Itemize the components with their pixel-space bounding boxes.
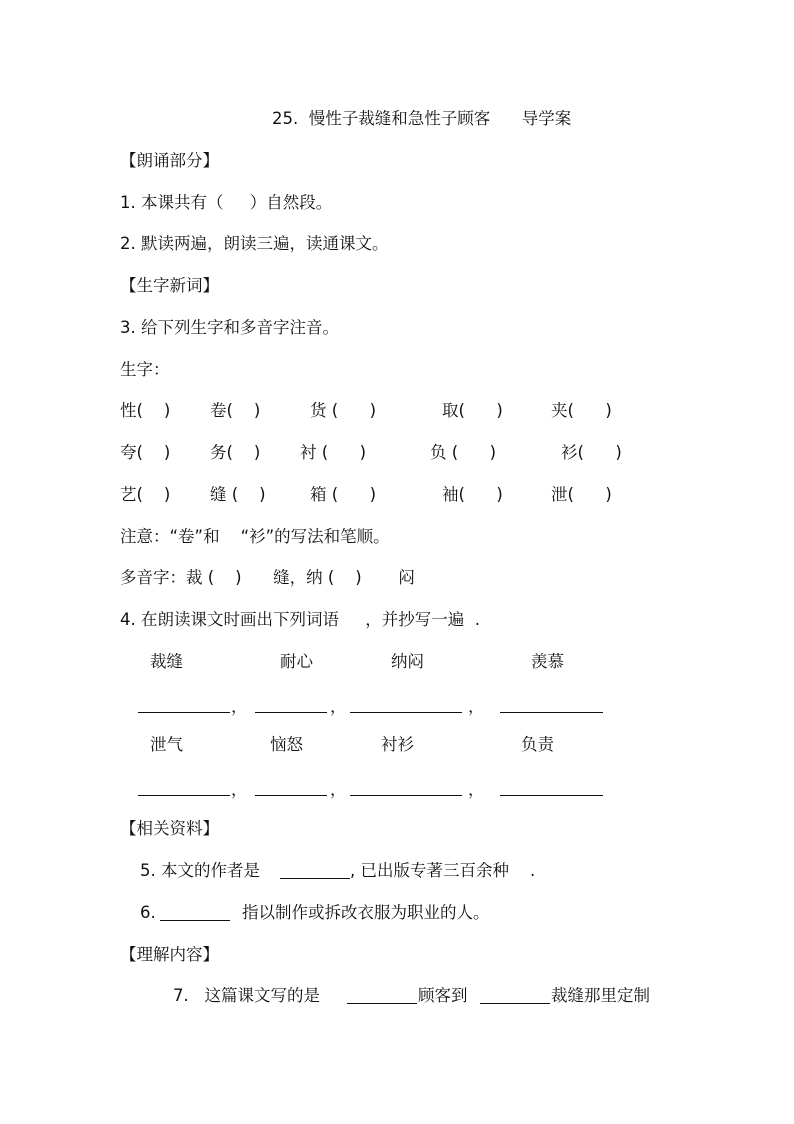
- author-blank[interactable]: [280, 878, 350, 879]
- char-cell: 性( ): [120, 401, 171, 420]
- question-5-text: 5. 本文的作者是: [140, 861, 260, 880]
- char-cell: 艺( ): [120, 485, 171, 504]
- char-cell: 衬 ( ): [300, 443, 367, 462]
- comma: ，: [231, 697, 248, 716]
- char-cell: 负 ( ): [430, 443, 497, 462]
- copy-blank[interactable]: [138, 795, 230, 796]
- question-4: 4. 在朗读课文时画出下列词语 ，并抄写一遍 .: [120, 610, 480, 629]
- char-cell: 货 ( ): [310, 401, 377, 420]
- question-7-text-mid: 顾客到: [418, 986, 468, 1005]
- comma: ，: [330, 697, 347, 716]
- char-cell: 取( ): [442, 401, 503, 420]
- section-heading-understanding: 【理解内容】: [120, 945, 219, 964]
- tailor-blank[interactable]: [480, 1003, 550, 1004]
- vocab-word: 泄气: [150, 735, 183, 754]
- char-cell: 袖( ): [442, 485, 503, 504]
- question-7-text-end: 裁缝那里定制: [551, 986, 650, 1005]
- char-cell: 夹( ): [551, 401, 612, 420]
- copy-blank[interactable]: [350, 712, 462, 713]
- char-cell: 卷( ): [210, 401, 261, 420]
- copy-blank[interactable]: [255, 712, 327, 713]
- char-cell: 泄( ): [551, 485, 612, 504]
- section-heading-new-words: 【生字新词】: [120, 276, 219, 295]
- comma: ，: [468, 697, 485, 716]
- question-3: 3. 给下列生字和多音字注音。: [120, 318, 339, 337]
- section-heading-reading: 【朗诵部分】: [120, 151, 219, 170]
- vocab-word: 纳闷: [391, 652, 424, 671]
- char-cell: 衫( ): [561, 443, 622, 462]
- comma: ，: [231, 780, 248, 799]
- copy-blank[interactable]: [500, 712, 603, 713]
- vocab-word: 负责: [521, 735, 554, 754]
- question-6-text: 指以制作或拆改衣服为职业的人。: [242, 903, 490, 922]
- customer-blank[interactable]: [347, 1003, 417, 1004]
- writing-note: 注意：“卷”和 “衫”的写法和笔顺。: [120, 527, 390, 546]
- copy-blank[interactable]: [255, 795, 327, 796]
- copy-blank[interactable]: [138, 712, 230, 713]
- comma: ，: [330, 780, 347, 799]
- vocab-word: 羡慕: [531, 652, 564, 671]
- page-title: 25. 慢性子裁缝和急性子顾客 导学案: [272, 109, 572, 128]
- section-heading-materials: 【相关资料】: [120, 819, 219, 838]
- char-cell: 缝 ( ): [210, 485, 266, 504]
- char-cell: 夸( ): [120, 443, 171, 462]
- polyphone-line: 多音字：裁 ( ) 缝，纳 ( ) 闷: [120, 568, 415, 587]
- question-5-text-end: , 已出版专著三百余种 .: [350, 861, 536, 880]
- char-cell: 箱 ( ): [310, 485, 377, 504]
- copy-blank[interactable]: [500, 795, 603, 796]
- vocab-word: 裁缝: [150, 652, 183, 671]
- question-2: 2. 默读两遍，朗读三遍，读通课文。: [120, 234, 389, 253]
- occupation-blank[interactable]: [160, 920, 230, 921]
- copy-blank[interactable]: [350, 795, 462, 796]
- question-1: 1. 本课共有（ ）自然段。: [120, 193, 333, 212]
- vocab-word: 耐心: [280, 652, 313, 671]
- shengzi-label: 生字：: [120, 360, 170, 379]
- char-cell: 务( ): [210, 443, 261, 462]
- comma: ，: [468, 780, 485, 799]
- vocab-word: 恼怒: [270, 735, 303, 754]
- vocab-word: 衬衫: [381, 735, 414, 754]
- question-7-text: 7. 这篇课文写的是: [173, 986, 320, 1005]
- question-6-number: 6.: [140, 903, 156, 922]
